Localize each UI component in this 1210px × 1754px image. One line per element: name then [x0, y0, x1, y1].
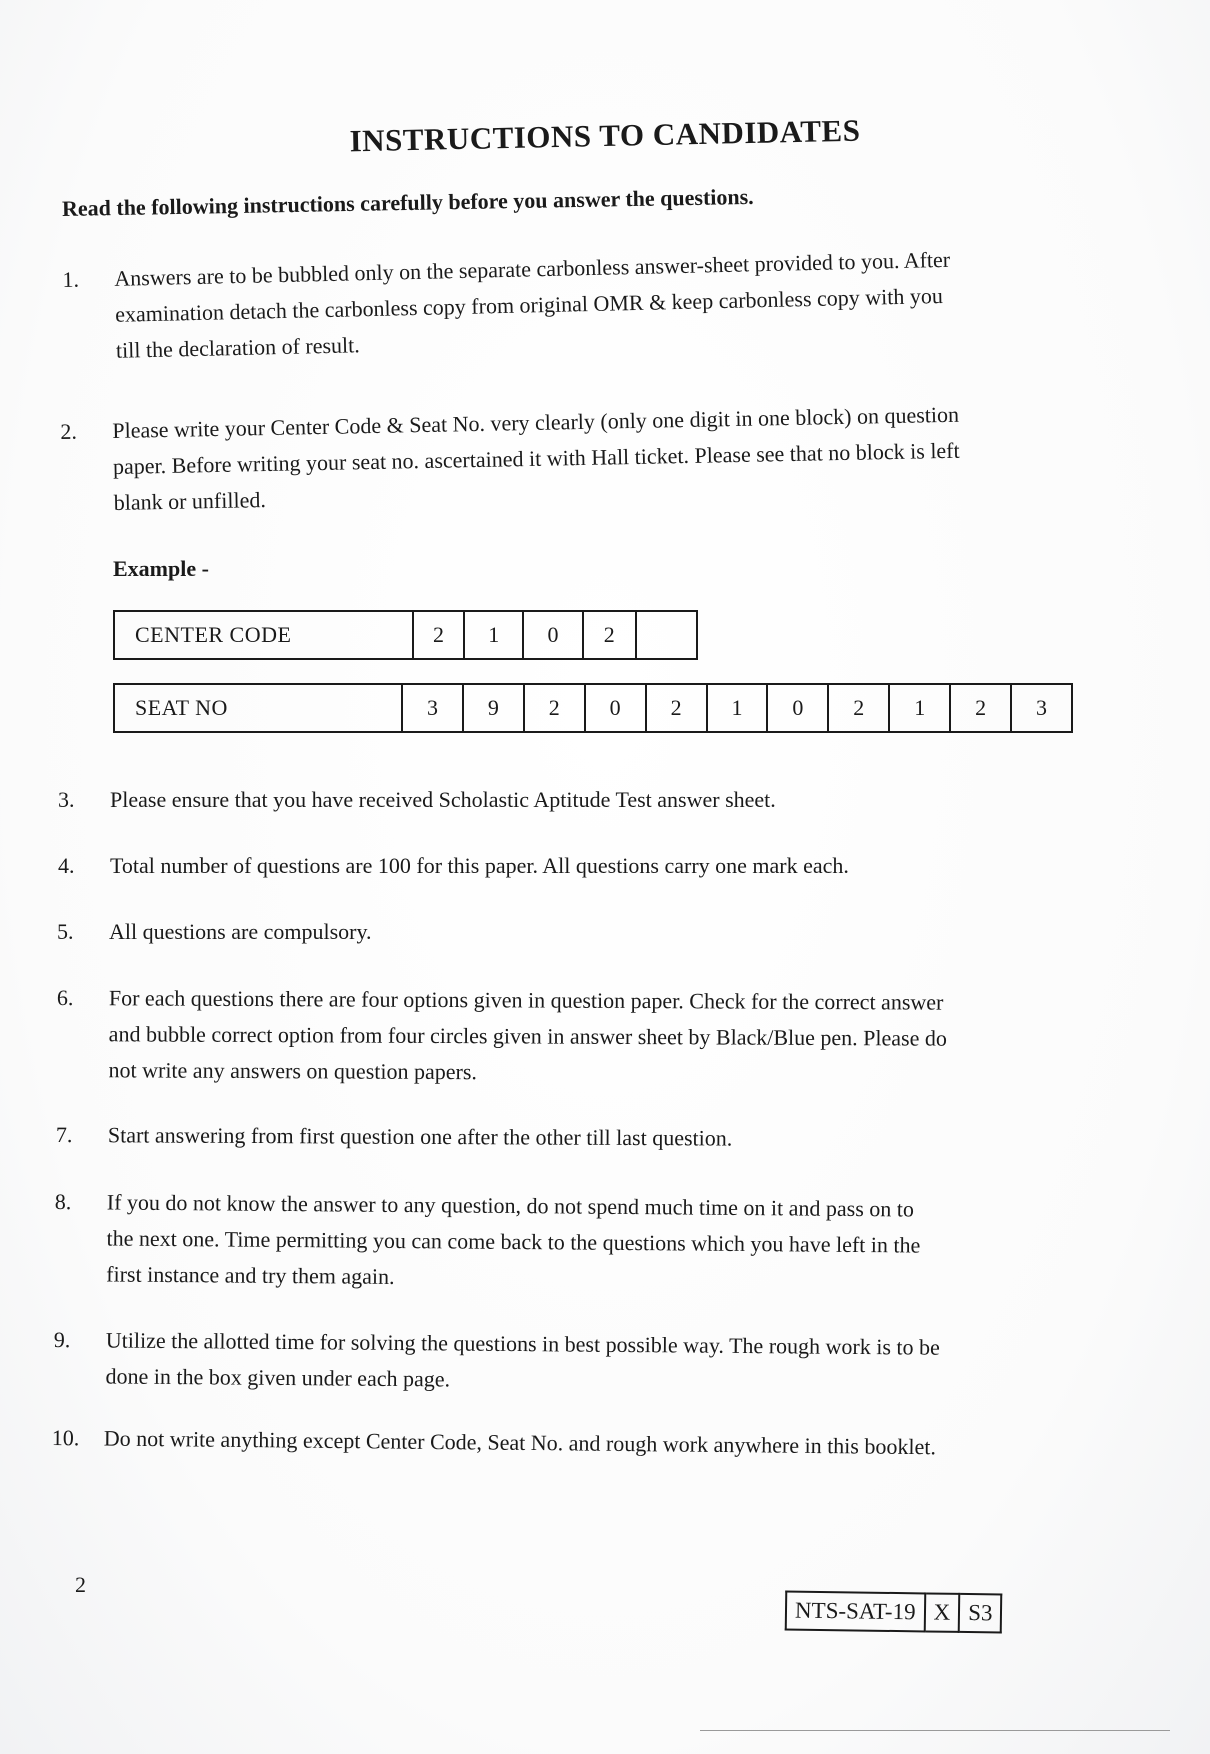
seat-no-digit: 0 — [585, 684, 646, 732]
instruction-line: first instance and try them again. — [106, 1261, 395, 1289]
instruction-item-6 — [56, 980, 1097, 1095]
seat-no-digit: 2 — [646, 684, 707, 732]
instruction-item-1 — [62, 238, 1104, 372]
seat-no-digit: 1 — [889, 684, 950, 732]
seat-no-digit: 2 — [524, 684, 585, 732]
instruction-line: Please ensure that you have received Scholastic Aptitude Test answer sheet. — [110, 787, 776, 812]
page-number: 2 — [75, 1572, 86, 1597]
seat-no-digit: 9 — [463, 684, 524, 732]
paper-set: S3 — [959, 1594, 1002, 1633]
instruction-line: All questions are compulsory. — [109, 919, 372, 944]
instruction-number: 1. — [62, 266, 80, 292]
instruction-item-9 — [53, 1322, 1094, 1407]
instruction-line: the next one. Time permitting you can come back to the questions which you have left in the — [106, 1225, 921, 1258]
instruction-number: 3. — [58, 787, 75, 812]
instruction-number: 10. — [51, 1424, 80, 1451]
paper-code: NTS-SAT-19 — [786, 1591, 925, 1631]
instruction-number: 5. — [57, 919, 74, 944]
instruction-line: and bubble correct option from four circles given in answer sheet by Black/Blue pen. Please do — [108, 1021, 947, 1051]
center-code-digit: 0 — [523, 611, 582, 659]
instruction-item-10 — [52, 1420, 1092, 1471]
center-code-digit — [636, 611, 697, 659]
center-code-table — [113, 610, 698, 660]
seat-no-label: SEAT NO — [114, 684, 402, 732]
seat-no-digit: 1 — [707, 684, 768, 732]
page-edge-line — [700, 1730, 1170, 1731]
instruction-line: If you do not know the answer to any question, do not spend much time on it and pass on to — [106, 1189, 915, 1222]
instruction-line: Please write your Center Code & Seat No. very clearly (only one digit in one block) on question — [112, 401, 960, 443]
example-label: Example - — [113, 556, 209, 581]
instruction-number: 4. — [58, 853, 75, 878]
instruction-line: not write any answers on question papers. — [108, 1057, 478, 1085]
instruction-item-3 — [58, 782, 1098, 822]
seat-no-digit: 3 — [402, 684, 463, 732]
instruction-number: 6. — [56, 984, 74, 1011]
instruction-line: Do not write anything except Center Code, Seat No. and rough work anywhere in this booklet. — [103, 1425, 937, 1460]
instruction-line: examination detach the carbonless copy from original OMR & keep carbonless copy with you — [114, 283, 944, 327]
instruction-line: Start answering from first question one after the other till last question. — [107, 1122, 733, 1151]
center-code-digit: 2 — [413, 611, 464, 659]
instruction-line: Answers are to be bubbled only on the separate carbonless answer-sheet provided to you. After — [114, 246, 951, 291]
center-code-digit: 1 — [464, 611, 523, 659]
instruction-item-2 — [60, 394, 1102, 524]
instruction-line: till the declaration of result. — [115, 332, 361, 363]
center-code-label: CENTER CODE — [114, 611, 413, 659]
instruction-line: Total number of questions are 100 for this paper. All questions carry one mark each. — [110, 853, 849, 878]
instruction-line: Utilize the allotted time for solving the questions in best possible way. The rough work is to be — [105, 1327, 940, 1360]
instruction-item-8 — [54, 1184, 1095, 1303]
paper-class: X — [924, 1593, 959, 1631]
seat-no-table — [113, 683, 1073, 733]
center-code-digit: 2 — [583, 611, 636, 659]
instruction-number: 7. — [55, 1121, 73, 1148]
instructions-subtitle: Read the following instructions carefully before you answer the questions. — [61, 183, 754, 221]
instruction-number: 2. — [60, 418, 78, 444]
instruction-item-4 — [58, 848, 1098, 888]
instruction-item-5 — [57, 914, 1097, 954]
instruction-number: 9. — [53, 1326, 71, 1353]
instruction-line: paper. Before writing your seat no. ascertained it with Hall ticket. Please see that no block is left — [112, 437, 960, 479]
instruction-item-7 — [56, 1117, 1096, 1162]
paper-code-box — [785, 1590, 1003, 1633]
seat-no-digit: 0 — [767, 684, 828, 732]
page-title: INSTRUCTIONS TO CANDIDATES — [349, 112, 861, 159]
seat-no-digit: 3 — [1011, 684, 1072, 732]
seat-no-digit: 2 — [828, 684, 889, 732]
instruction-line: blank or unfilled. — [113, 487, 267, 515]
instruction-line: For each questions there are four options given in question paper. Check for the correct answer — [108, 985, 944, 1015]
instruction-line: done in the box given under each page. — [105, 1363, 451, 1392]
seat-no-digit: 2 — [950, 684, 1011, 732]
instruction-number: 8. — [54, 1188, 72, 1215]
